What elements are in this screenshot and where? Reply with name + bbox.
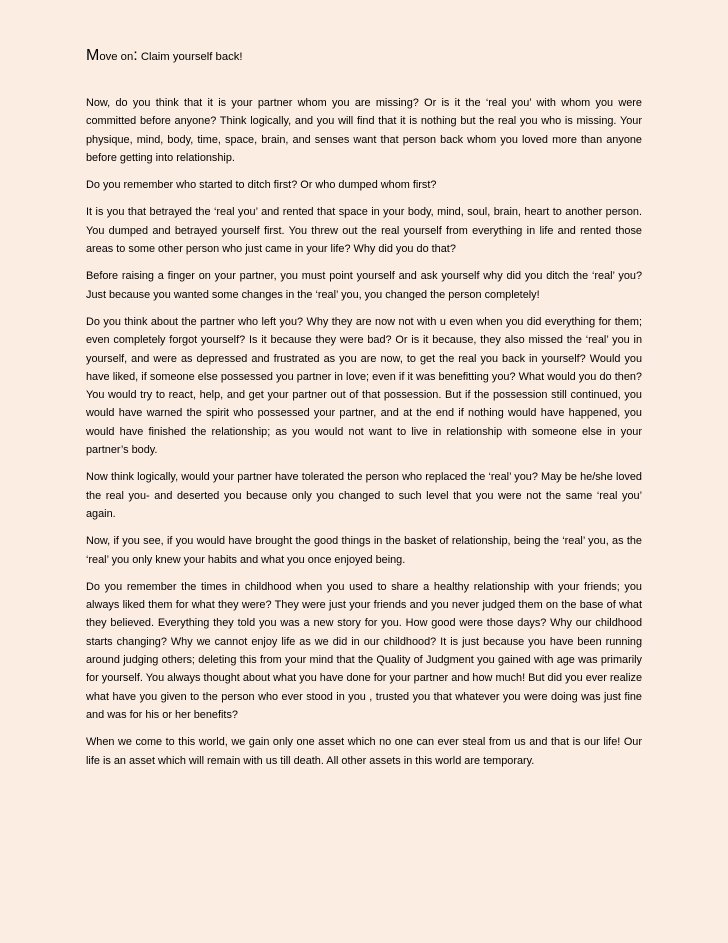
paragraph: Do you remember the times in childhood when you used to share a healthy relationship with your friends; you always liked them for what they were? They were just your friends and you never judged them on the base of what they believed. Everything they told you was a new story for you. How good were those days? Why our childhood starts changing? Why we cannot enjoy life as we did in our childhood? It is just because you have been running around judging others; deleting this from your mind that the Quality of Judgment you gained with age was primarily for yourself. You always thought about what you have done for your partner and how much! But did you ever realize what have you given to the person who ever stood in you , trusted you that whatever you were doing was just fine and was for his or her benefits? <box>86 580 642 721</box>
heading-colon: : <box>133 47 138 64</box>
heading-initial: M <box>86 47 100 64</box>
paragraph: Now think logically, would your partner have tolerated the person who replaced the ‘real’ you? May be he/she loved the real you- and deserted you because only you changed to such level that you were not the same ‘real you’ again. <box>86 471 642 520</box>
paragraph: Before raising a finger on your partner, you must point yourself and ask yourself why did you ditch the ‘real’ you? Just because you wanted some changes in the ‘real’ you, you changed the person completely! <box>86 270 642 301</box>
paragraph: Do you think about the partner who left you? Why they are now not with u even when you did everything for them; even completely forgot yourself? Is it because they were bad? Or is it because, they also missed the ‘real’ you in yourself, and were as depressed and frustrated as you are now, to get the real you back in yourself? Would you have liked, if someone else possessed you partner in love; even if it was benefitting you? What would you do then? You would try to react, help, and get your partner out of that possession. But if the possession still continued, you would have warned the spirit who possessed your partner, and at the end if nothing would have happened, you would have finished the relationship; as you would not want to live in relationship with someone else in your partner’s body. <box>86 315 642 457</box>
paragraph: It is you that betrayed the ‘real you’ and rented that space in your body, mind, soul, brain, heart to another person. You dumped and betrayed yourself first. You threw out the real yourself from everything in life and rented those areas to some other person who just came in your life? Why did you do that? <box>86 206 642 256</box>
paragraph: Do you remember who started to ditch first? Or who dumped whom first? <box>86 179 437 192</box>
paragraph: Now, if you see, if you would have brought the good things in the basket of relationship, being the ‘real’ you, as the ‘real’ you only knew your habits and what you once enjoyed being. <box>86 535 642 566</box>
document-heading <box>86 46 642 67</box>
paragraph: When we come to this world, we gain only one asset which no one can ever steal from us and that is our life! Our life is an asset which will remain with us till death. All other assets in this world are temporary. <box>86 736 642 767</box>
paragraph: Now, do you think that it is your partner whom you are missing? Or is it the ‘real you’ with whom you were committed before anyone? Think logically, and you will find that it is nothing but the real you who is missing. Your physique, mind, body, time, space, brain, and senses want that person back whom you loved more than anyone before getting into relationship. <box>86 97 642 164</box>
heading-title: ove on <box>99 51 134 63</box>
heading-subtitle: Claim yourself back! <box>137 51 243 63</box>
